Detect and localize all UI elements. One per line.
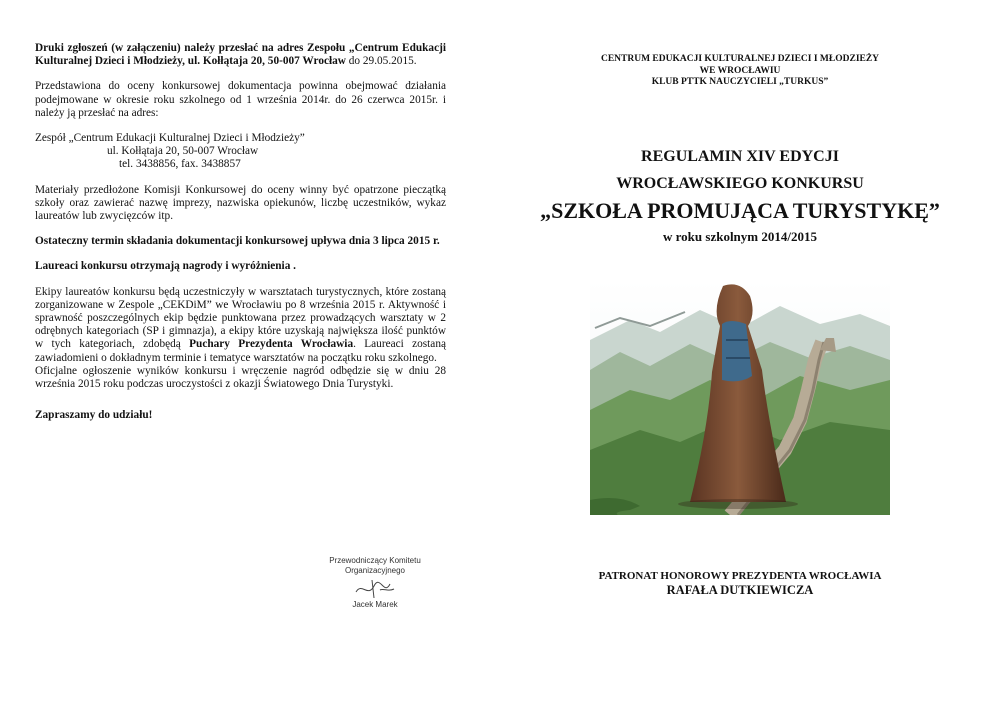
organizer-header-line-1: CENTRUM EDUKACJI KULTURALNEJ DZIECI I MŁODZIEŻY: [600, 54, 880, 64]
signature-name: Jacek Marek: [352, 600, 398, 609]
submission-paragraph: [35, 42, 446, 68]
illustration-great-wall: [590, 280, 890, 515]
figure-shadow: [678, 499, 798, 509]
documentation-paragraph: Przedstawiona do oceny konkursowej dokumentacja powinna obejmować działania podejmowane w okresie roku szkolnego od 1 września 2014r. do 26 czerwca 2015r. i należy ją przesłać na adres:: [35, 80, 446, 119]
address-line-3: tel. 3438856, fax. 3438857: [119, 158, 241, 171]
submission-address-bold: Druki zgłoszeń (w załączeniu) należy przesłać na adres Zespołu „Centrum Edukacji Kulturalnej Dzieci i Młodzieży, ul. Kołłątaja 20, 50-007 Wrocław: [35, 42, 446, 68]
patronage-line-2: RAFAŁA DUTKIEWICZA: [666, 583, 814, 597]
address-block: [35, 132, 446, 172]
results-paragraph: Oficjalne ogłoszenie wyników konkursu i wręczenie nagród odbędzie się w dniu 28 września 2015 roku podczas uroczystości z okazji Światowego Dnia Turystyki.: [35, 364, 446, 391]
signature-scribble-icon: [350, 578, 400, 600]
title-line-1: REGULAMIN XIV EDYCJI: [641, 147, 839, 165]
deadline-paragraph: Ostateczny termin składania dokumentacji konkursowej upływa dnia 3 lipca 2015 r.: [35, 235, 440, 248]
patronage-line-1: PATRONAT HONOROWY PREZYDENTA WROCŁAWIA: [598, 570, 882, 582]
main-title: „SZKOŁA PROMUJĄCA TURYSTYKĘ”: [540, 197, 940, 223]
organizer-header-line-3: KLUB PTTK NAUCZYCIELI „TURKUS”: [651, 77, 829, 87]
materials-paragraph: Materiały przedłożone Komisji Konkursowej do oceny winny być opatrzone pieczątką szkoły oraz zawierać nazwę imprezy, nazwiska opiekunów, liczbę uczestników, wykaz laureatów lub zwycięzców itp.: [35, 183, 446, 223]
school-year: w roku szkolnym 2014/2015: [663, 228, 817, 244]
title-line-2: WROCŁAWSKIEGO KONKURSU: [616, 174, 864, 192]
organizer-header-line-2: WE WROCŁAWIU: [699, 65, 781, 76]
left-column: [35, 42, 446, 434]
address-line-1: Zespół „Centrum Edukacji Kulturalnej Dzieci i Młodzieży”: [35, 132, 305, 145]
workshops-text-before: Ekipy laureatów konkursu będą uczestniczyły w warsztatach turystycznych, które zostaną zorganizowane w Zespole „CEKDiM” we Wrocławiu po 8 września 2015 r. Aktywność i sprawność poszczególnych ekip będzie punktowana przez prowadzących warsztaty w 2 odrębnych kategoriach (SP i gimnazja), a ekipy które uzyskają największa ilość punktów w tych kategoriach, zdobędą: [35, 285, 446, 351]
invite-paragraph: Zapraszamy do udziału!: [35, 409, 153, 422]
patronage-block: [540, 570, 940, 598]
signature-title-line-2: Organizacyjnego: [344, 566, 406, 575]
cups-bold: Puchary Prezydenta Wrocławia: [189, 338, 354, 351]
submission-date: do 29.05.2015.: [348, 55, 417, 68]
address-line-2: ul. Kołłątaja 20, 50-007 Wrocław: [107, 145, 259, 158]
right-column: [540, 54, 940, 245]
workshops-text-after: . Laureaci zostaną zawiadomieni o dokładnym terminie i tematyce warsztatów na początku roku szkolnego.: [35, 338, 446, 364]
signature-title-line-1: Przewodniczący Komitetu: [329, 556, 421, 565]
signature-block: [315, 556, 435, 610]
laureates-paragraph: Laureaci konkursu otrzymają nagrody i wyróżnienia .: [35, 260, 296, 273]
workshops-paragraph: [35, 286, 446, 365]
